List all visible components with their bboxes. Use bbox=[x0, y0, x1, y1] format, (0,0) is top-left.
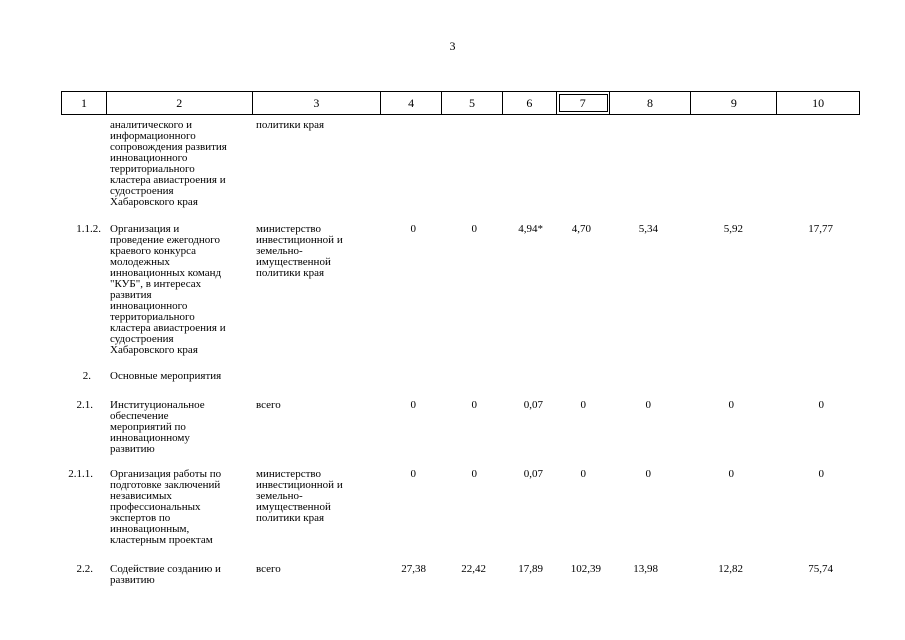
row-value-7: 0 bbox=[580, 399, 586, 411]
row-name: Институциональное обеспечение мероприятий по инновационному развитию bbox=[110, 399, 205, 455]
table-header bbox=[61, 91, 860, 115]
header-col-5: 5 bbox=[442, 92, 503, 114]
row-executor: министерство инвестиционной и земельно- имущественной политики края bbox=[256, 468, 343, 524]
header-col-8: 8 bbox=[610, 92, 692, 114]
row-value-4: 0 bbox=[410, 223, 416, 235]
row-code: 1.1.2. bbox=[76, 223, 101, 235]
row-code: 2.1.1. bbox=[68, 468, 93, 480]
row-name: Основные мероприятия bbox=[110, 370, 222, 382]
row-value-5: 0 bbox=[471, 468, 477, 480]
row-value-4: 0 bbox=[410, 468, 416, 480]
row-name: Организация работы по подготовке заключений независимых профессиональных экспертов по инновационным, кластерным проектам bbox=[110, 468, 222, 546]
row-value-6: 0,07 bbox=[523, 468, 543, 480]
header-col-3: 3 bbox=[253, 92, 382, 114]
row-value-8: 0 bbox=[645, 468, 651, 480]
row-value-5: 22,42 bbox=[461, 563, 486, 575]
row-executor: всего bbox=[256, 399, 281, 411]
header-col-6: 6 bbox=[503, 92, 557, 114]
row-value-10: 17,77 bbox=[808, 223, 833, 235]
header-col-10: 10 bbox=[812, 95, 825, 110]
header-col-1: 1 bbox=[62, 92, 107, 114]
row-name: аналитического и информационного сопровождения развития инновационного территориального кластера авиастроения и судостроения Хабаровского края bbox=[110, 119, 227, 208]
header-col-9: 9 bbox=[691, 92, 777, 114]
page-number: 3 bbox=[449, 39, 456, 53]
row-value-4: 0 bbox=[410, 399, 416, 411]
row-name: Организация и проведение ежегодного краевого конкурса молодежных инновационных команд "КУБ", в интересах развития инновационного территориального кластера авиастроения и судостроения Хабаровского края bbox=[110, 223, 226, 356]
row-value-10: 75,74 bbox=[808, 563, 833, 575]
row-value-8: 5,34 bbox=[638, 223, 658, 235]
row-executor: всего bbox=[256, 563, 281, 575]
header-col-2: 2 bbox=[107, 92, 253, 114]
row-value-8: 13,98 bbox=[633, 563, 658, 575]
row-value-8: 0 bbox=[645, 399, 651, 411]
row-value-6: 17,89 bbox=[518, 563, 543, 575]
row-executor: министерство инвестиционной и земельно- имущественной политики края bbox=[256, 223, 343, 279]
row-value-9: 0 bbox=[728, 399, 734, 411]
row-name: Содействие созданию и развитию bbox=[110, 563, 221, 586]
row-value-5: 0 bbox=[471, 399, 477, 411]
row-value-10: 0 bbox=[818, 399, 824, 411]
header-col-4: 4 bbox=[381, 92, 442, 114]
row-value-9: 0 bbox=[728, 468, 734, 480]
row-code: 2.2. bbox=[76, 563, 93, 575]
row-value-7: 0 bbox=[580, 468, 586, 480]
header-col-7: 7 bbox=[557, 92, 610, 114]
row-value-5: 0 bbox=[471, 223, 477, 235]
row-value-10: 0 bbox=[818, 468, 824, 480]
row-value-7: 4,70 bbox=[571, 223, 591, 235]
row-executor: политики края bbox=[256, 119, 325, 131]
row-code: 2.1. bbox=[76, 399, 93, 411]
row-value-9: 5,92 bbox=[723, 223, 743, 235]
row-value-6: 4,94* bbox=[518, 223, 543, 235]
row-value-7: 102,39 bbox=[570, 563, 601, 575]
row-value-4: 27,38 bbox=[401, 563, 426, 575]
row-code: 2. bbox=[82, 370, 91, 382]
row-value-6: 0,07 bbox=[523, 399, 543, 411]
row-value-9: 12,82 bbox=[718, 563, 743, 575]
